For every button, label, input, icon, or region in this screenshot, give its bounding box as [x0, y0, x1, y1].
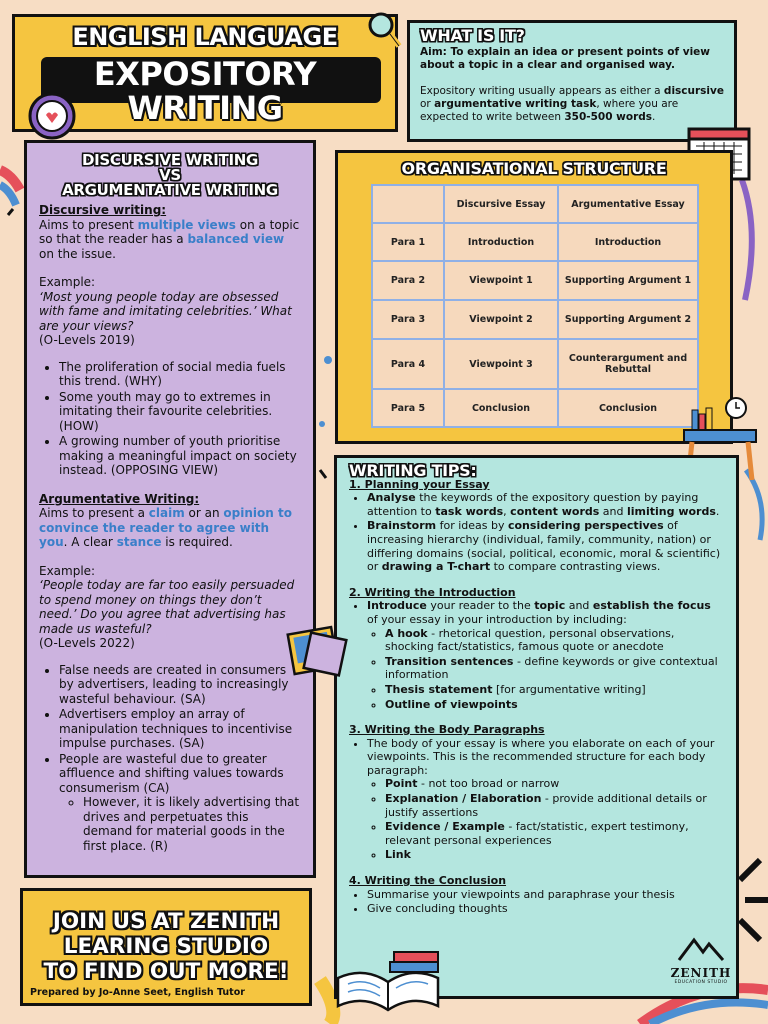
join-us-text — [23, 909, 309, 984]
table-cell: Para 5 — [372, 389, 444, 427]
heading-discursive: DISCURSIVE WRITING — [82, 151, 258, 169]
magnifier-icon — [366, 10, 402, 50]
argumentative-aim: Aims to present a claim or an opinion to convince the reader to agree with you. A clear stance is required. — [39, 506, 292, 549]
table-cell: Para 4 — [372, 339, 444, 389]
purple-heading — [39, 153, 301, 198]
table-cell: Counterargument and Rebuttal — [558, 339, 698, 389]
list-item: • The proliferation of social media fuels this trend. (WHY) — [59, 360, 301, 389]
list-item: • Brainstorm for ideas by considering perspectives of increasing hierarchy (individual, family, community, nation) or differing domains (social, political, economic, moral & scientific) or drawing a T-chart to compare contrasting views. — [367, 519, 724, 573]
join-us-box — [20, 888, 312, 1006]
table-cell: Introduction — [444, 223, 558, 261]
what-heading: WHAT IS IT? — [420, 26, 525, 45]
table-cell: Para 2 — [372, 261, 444, 300]
organisational-structure-box — [335, 150, 733, 444]
table-row — [372, 223, 698, 261]
prepared-by: Prepared by Jo-Anne Seet, English Tutor — [30, 987, 245, 998]
tips-section-conclusion: 4. Writing the Conclusion — [349, 874, 507, 888]
tips-section-body: 3. Writing the Body Paragraphs — [349, 723, 545, 737]
discursive-vs-argumentative-box — [24, 140, 316, 878]
heading-argumentative: ARGUMENTATIVE WRITING — [62, 181, 278, 199]
table-cell: Para 1 — [372, 223, 444, 261]
list-sub-item: ◦ Transition sentences - define keywords or give contextual information — [385, 655, 724, 682]
list-item: • Advertisers employ an array of manipulation techniques to incentivise impulse purchases. (SA) — [59, 707, 301, 751]
table-cell: Conclusion — [444, 389, 558, 427]
tips-section-planning: 1. Planning your Essay — [349, 477, 490, 491]
table-row — [372, 339, 698, 389]
list-item: • Analyse the keywords of the expository question by paying attention to task words, content words and limiting words. — [367, 491, 724, 518]
list-sub-item: ◦ Explanation / Elaboration - provide additional details or justify assertions — [385, 792, 724, 819]
table-cell — [372, 185, 444, 223]
title-subject: ENGLISH LANGUAGE — [72, 23, 338, 51]
stopwatch-icon — [24, 84, 80, 140]
mountain-icon — [676, 936, 726, 962]
title-line-expository: EXPOSITORY — [93, 55, 317, 93]
table-row — [372, 261, 698, 300]
table-cell: Viewpoint 3 — [444, 339, 558, 389]
join-line-1: JOIN US AT ZENITH — [52, 909, 280, 934]
zenith-logo — [668, 936, 734, 985]
tips-heading: WRITING TIPS: — [349, 461, 477, 480]
tips-section-introduction: 2. Writing the Introduction — [349, 585, 516, 599]
table-cell: Para 3 — [372, 300, 444, 339]
what-description: Expository writing usually appears as either a discursive or argumentative writing task, where you are expected to write between 350-500 words. — [420, 85, 724, 123]
books-icon — [334, 948, 446, 1014]
structure-table — [371, 184, 699, 428]
list-sub-item: ◦ Thesis statement [for argumentative writing] — [385, 683, 724, 697]
table-header-row — [372, 185, 698, 223]
table-cell: Introduction — [558, 223, 698, 261]
title-line-writing: WRITING — [127, 89, 283, 127]
argumentative-points — [39, 663, 301, 854]
planning-list — [349, 491, 724, 574]
list-sub-item: ◦ However, it is likely advertising that drives and perpetuates this demand for material goods in the first place. (R) — [83, 795, 301, 853]
org-heading: ORGANISATIONAL STRUCTURE — [401, 159, 667, 178]
discursive-example-label: Example: — [39, 275, 96, 289]
table-row — [372, 389, 698, 427]
table-row — [372, 300, 698, 339]
list-item: • People are wasteful due to greater affluence and shifting values towards consumerism (CA) ◦ However, it is likely advertising that drives and perpetuates this demand for material goods in the first place. (R) — [59, 752, 301, 854]
table-cell: Supporting Argument 1 — [558, 261, 698, 300]
discursive-example-question: ‘Most young people today are obsessed with fame and imitating celebrities.’ What are your views? — [39, 289, 292, 333]
writing-tips-box — [334, 455, 739, 999]
argumentative-subheading: Argumentative Writing: — [39, 491, 200, 506]
discursive-subheading: Discursive writing: — [39, 203, 167, 217]
logo-subtitle: EDUCATION STUDIO — [674, 980, 728, 985]
heading-vs: VS — [159, 166, 181, 184]
join-line-3: TO FIND OUT MORE! — [43, 959, 289, 984]
body-list — [349, 737, 724, 862]
discursive-example-source: (O-Levels 2019) — [39, 333, 135, 347]
list-item: • A growing number of youth prioritise making a meaningful impact on society instead. (OPPOSING VIEW) — [59, 434, 301, 478]
argumentative-example-question: ‘People today are far too easily persuaded to spend money on things they don’t need.’ Do you agree that advertising has made us wasteful? — [39, 578, 295, 636]
discursive-points — [39, 360, 301, 478]
list-sub-item: ◦ Evidence / Example - fact/statistic, expert testimony, relevant personal experiences — [385, 820, 724, 847]
list-item: • Some youth may go to extremes in imitating their favourite celebrities. (HOW) — [59, 390, 301, 434]
list-item: • Introduce your reader to the topic and establish the focus of your essay in your introduction by including: ◦ A hook - rhetorical question, personal observations, shocking fact/statistics, famous quote or anecdote ◦ Transition sentences - define keywords or give contextual information ◦ Thesis statement [for argumentative writing] ◦ Outline of viewpoints — [367, 599, 724, 711]
conclusion-list — [349, 888, 724, 916]
table-cell: Conclusion — [558, 389, 698, 427]
list-sub-item: ◦ Link — [385, 848, 724, 862]
join-line-2: LEARING STUDIO — [63, 934, 269, 959]
what-aim: Aim: To explain an idea or present points of view about a topic in a clear and organised way. — [420, 46, 710, 71]
list-item: • The body of your essay is where you elaborate on each of your viewpoints. This is the recommended structure for each body paragraph: ◦ Point - not too broad or narrow ◦ Explanation / Elaboration - provide additional details or justify assertions ◦ Evidence / Example - fact/statistic, expert testimony, relevant personal experiences ◦ Link — [367, 737, 724, 862]
table-cell: Viewpoint 2 — [444, 300, 558, 339]
introduction-list — [349, 599, 724, 711]
table-cell: Supporting Argument 2 — [558, 300, 698, 339]
table-cell: Argumentative Essay — [558, 185, 698, 223]
discursive-aim: Aims to present multiple views on a topic so that the reader has a balanced view on the issue. — [39, 217, 300, 261]
argumentative-example-label: Example: — [39, 563, 96, 578]
list-item: • Give concluding thoughts — [367, 902, 724, 916]
list-sub-item: ◦ A hook - rhetorical question, personal observations, shocking fact/statistics, famous quote or anecdote — [385, 627, 724, 654]
what-is-it-box — [407, 20, 737, 142]
photo-cards-icon — [283, 622, 349, 680]
list-sub-item: ◦ Outline of viewpoints — [385, 698, 724, 712]
table-cell: Viewpoint 1 — [444, 261, 558, 300]
list-item: • Summarise your viewpoints and paraphrase your thesis — [367, 888, 724, 902]
argumentative-example-source: (O-Levels 2022) — [39, 636, 135, 650]
list-sub-item: ◦ Point - not too broad or narrow — [385, 777, 724, 791]
logo-name: ZENITH — [670, 966, 732, 980]
list-item: • False needs are created in consumers by advertisers, leading to increasingly wasteful behaviour. (SA) — [59, 663, 301, 707]
table-cell: Discursive Essay — [444, 185, 558, 223]
